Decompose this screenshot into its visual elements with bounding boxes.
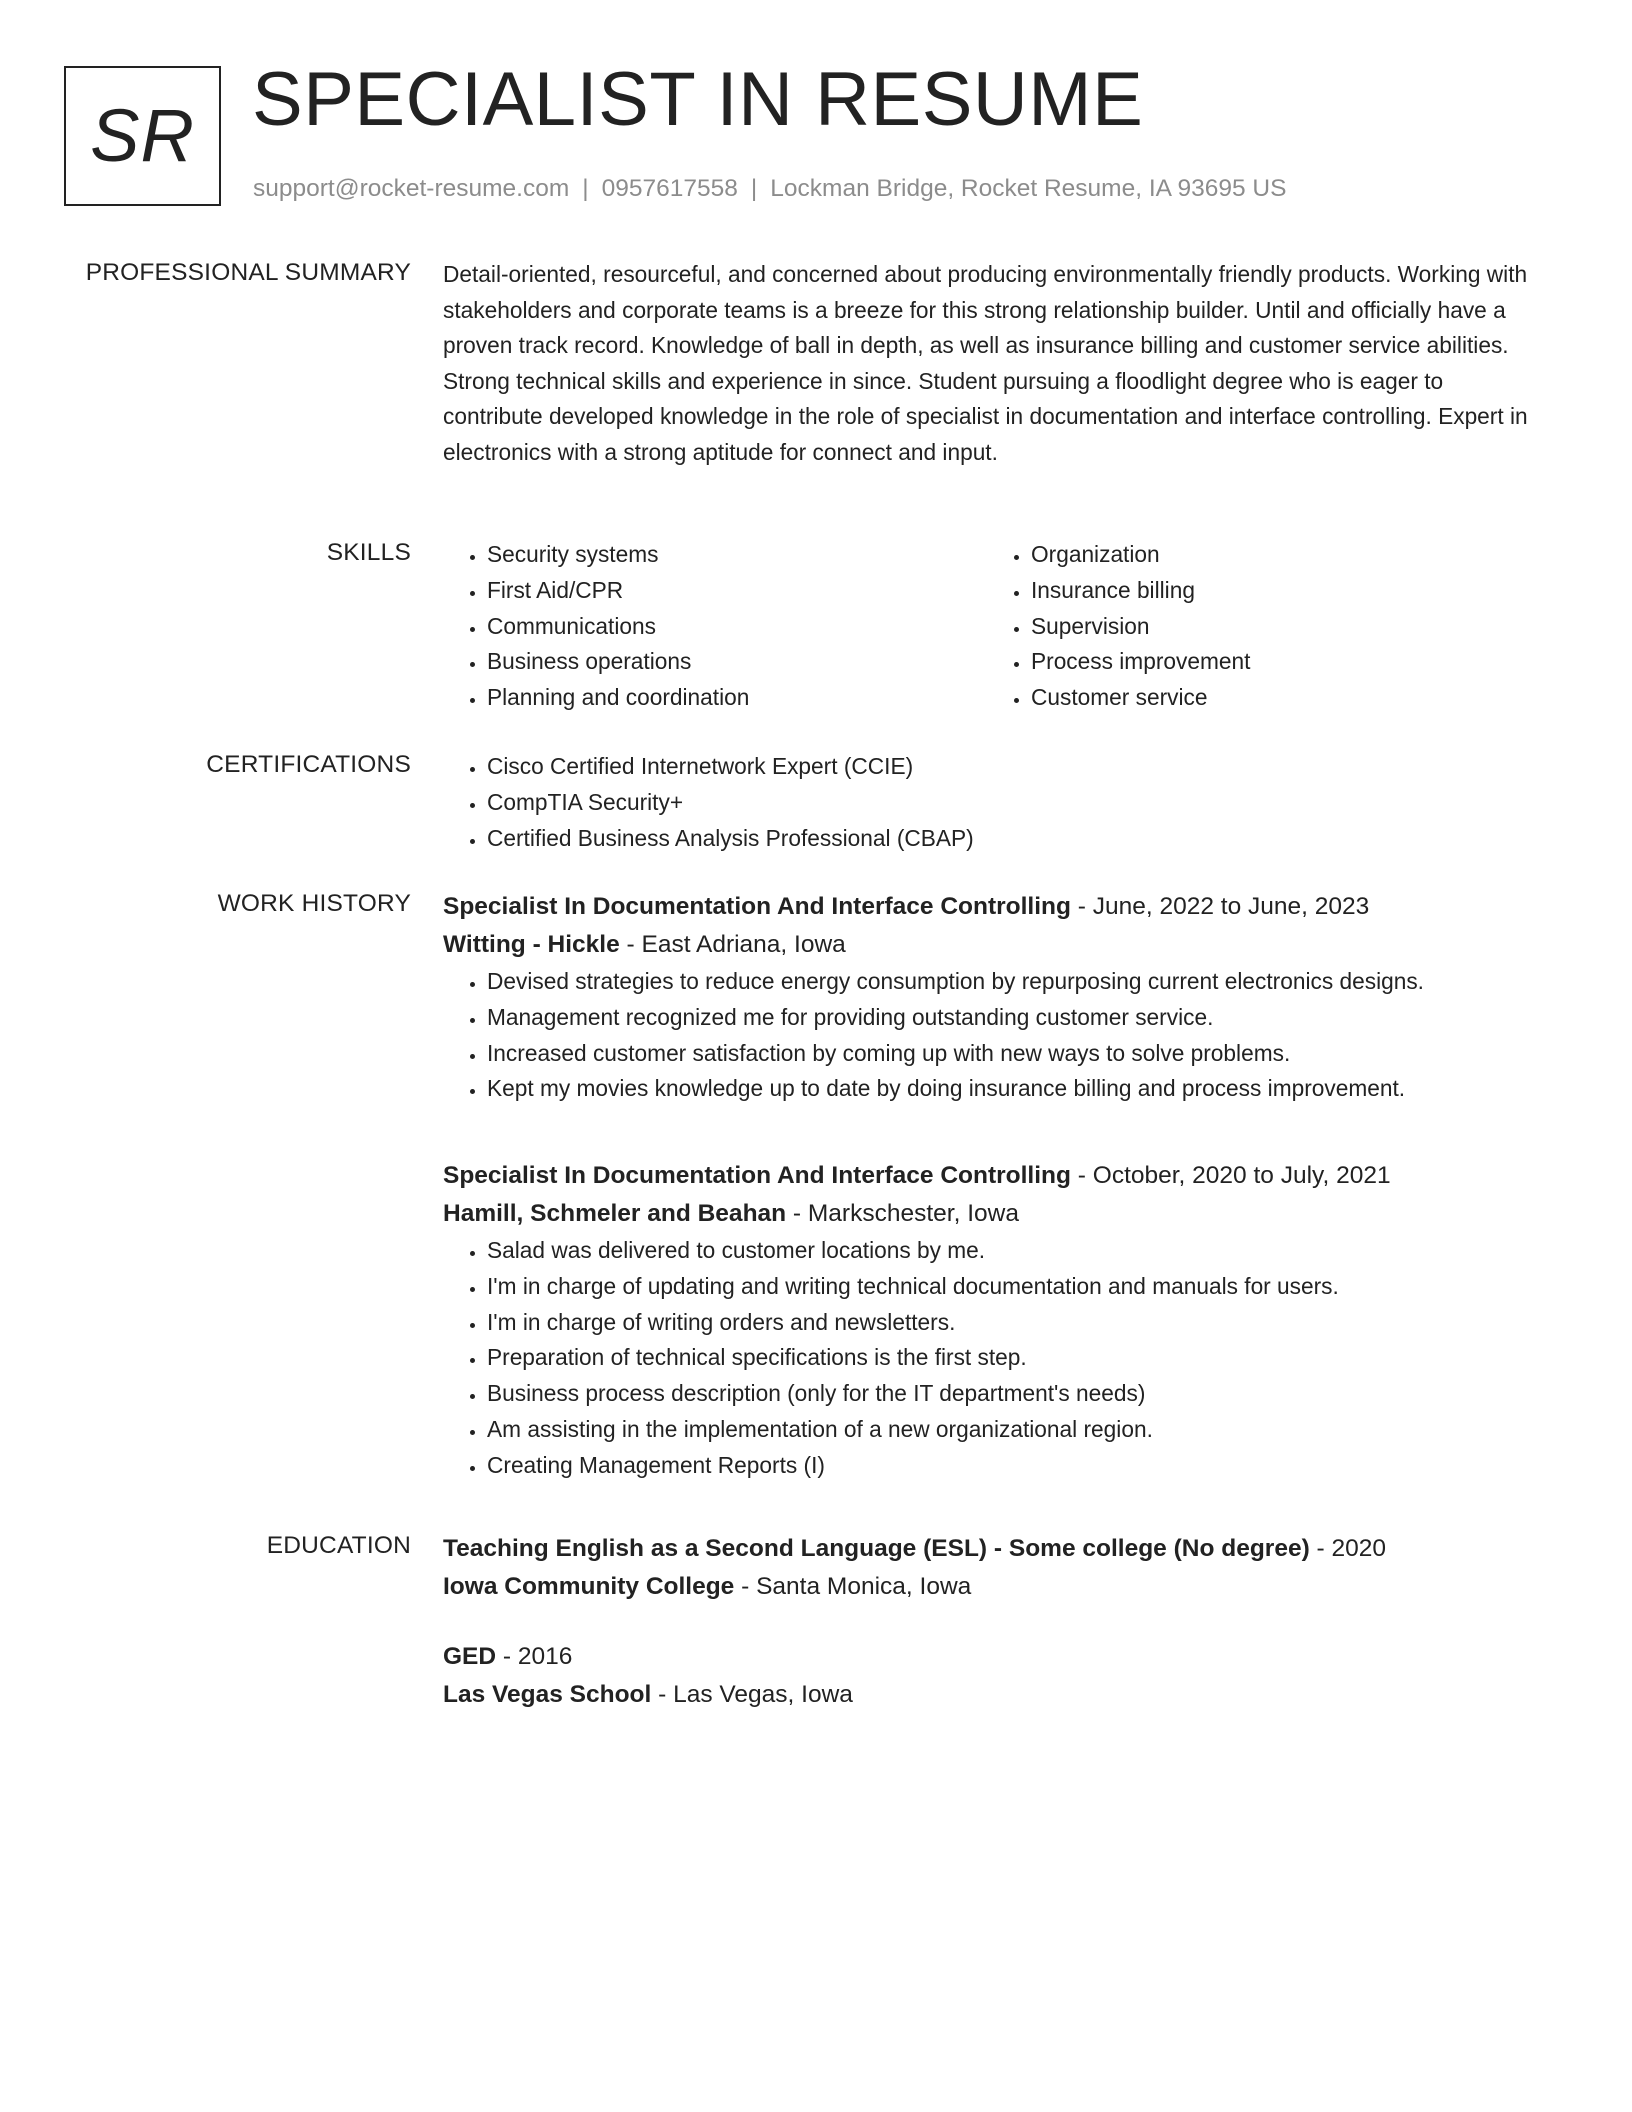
job-duty: • I'm in charge of writing orders and newsletters. bbox=[487, 1305, 1543, 1341]
job-duty: • Am assisting in the implementation of a new organizational region. bbox=[487, 1412, 1543, 1448]
job-duty: • Management recognized me for providing outstanding customer service. bbox=[487, 1000, 1543, 1036]
skill-item: • Communications bbox=[487, 609, 987, 645]
job-duties bbox=[443, 1233, 1543, 1484]
resume-name: SPECIALIST IN RESUME bbox=[252, 57, 1144, 142]
job-dates: - June, 2022 to June, 2023 bbox=[1070, 893, 1370, 920]
skills-right-column bbox=[987, 537, 1531, 716]
job-dates: - October, 2020 to July, 2021 bbox=[1070, 1162, 1391, 1189]
job-location: - Markschester, Iowa bbox=[786, 1200, 1019, 1227]
job-duty: • Preparation of technical specifications is the first step. bbox=[487, 1340, 1543, 1376]
contact-address: Lockman Bridge, Rocket Resume, IA 93695 US bbox=[770, 175, 1287, 202]
job-title-line bbox=[443, 1157, 1543, 1195]
education-year: - 2016 bbox=[496, 1643, 573, 1670]
education-school-line bbox=[443, 1676, 1543, 1714]
job-location: - East Adriana, Iowa bbox=[619, 931, 846, 958]
monogram-box bbox=[64, 66, 221, 206]
certifications-heading: CERTIFICATIONS bbox=[206, 751, 411, 778]
education-school-line bbox=[443, 1568, 1543, 1606]
job-company-line bbox=[443, 926, 1543, 964]
contact-email: support@rocket-resume.com bbox=[253, 175, 570, 202]
summary-heading: PROFESSIONAL SUMMARY bbox=[85, 259, 411, 286]
education-school: Las Vegas School bbox=[443, 1681, 652, 1708]
education-school: Iowa Community College bbox=[443, 1573, 735, 1600]
education-location: - Las Vegas, Iowa bbox=[651, 1681, 853, 1708]
skill-item: • Organization bbox=[1031, 537, 1531, 573]
job-title-line bbox=[443, 888, 1543, 926]
job-entry bbox=[443, 1157, 1543, 1484]
education-location: - Santa Monica, Iowa bbox=[734, 1573, 972, 1600]
certification-item: • Certified Business Analysis Professional (CBAP) bbox=[487, 821, 1543, 857]
contact-separator: | bbox=[582, 175, 589, 202]
job-duties bbox=[443, 964, 1543, 1107]
education-degree: GED bbox=[443, 1643, 497, 1670]
skills-heading: SKILLS bbox=[326, 539, 411, 566]
skill-item: • First Aid/CPR bbox=[487, 573, 987, 609]
contact-line bbox=[253, 173, 1286, 205]
job-company: Witting - Hickle bbox=[443, 931, 620, 958]
certification-item: • Cisco Certified Internetwork Expert (CCIE) bbox=[487, 749, 1543, 785]
education-entry bbox=[443, 1638, 1543, 1714]
work-history-heading: WORK HISTORY bbox=[217, 890, 411, 917]
job-entry bbox=[443, 888, 1543, 1107]
job-company-line bbox=[443, 1195, 1543, 1233]
job-duty: • Kept my movies knowledge up to date by doing insurance billing and process improvement. bbox=[487, 1071, 1543, 1107]
certification-item: • CompTIA Security+ bbox=[487, 785, 1543, 821]
skills-left-column bbox=[443, 537, 987, 716]
contact-separator: | bbox=[750, 175, 758, 202]
skill-item: • Process improvement bbox=[1031, 644, 1531, 680]
education-degree-line bbox=[443, 1530, 1543, 1568]
contact-phone: 0957617558 bbox=[601, 175, 738, 202]
skill-item: • Business operations bbox=[487, 644, 987, 680]
education-degree-line bbox=[443, 1638, 1543, 1676]
skill-item: • Supervision bbox=[1031, 609, 1531, 645]
job-duty: • I'm in charge of updating and writing technical documentation and manuals for users. bbox=[487, 1269, 1543, 1305]
job-duty: • Salad was delivered to customer locations by me. bbox=[487, 1233, 1543, 1269]
education-degree: Teaching English as a Second Language (ESL) - Some college (No degree) bbox=[443, 1535, 1310, 1562]
skill-item: • Customer service bbox=[1031, 680, 1531, 716]
skill-item: • Insurance billing bbox=[1031, 573, 1531, 609]
job-company: Hamill, Schmeler and Beahan bbox=[443, 1200, 787, 1227]
monogram-initials: SR bbox=[90, 93, 195, 177]
education-year: - 2020 bbox=[1309, 1535, 1387, 1562]
education-entry bbox=[443, 1530, 1543, 1606]
job-duty: • Business process description (only for the IT department's needs) bbox=[487, 1376, 1543, 1412]
job-duty: • Creating Management Reports (I) bbox=[487, 1448, 1543, 1484]
job-duty: • Increased customer satisfaction by coming up with new ways to solve problems. bbox=[487, 1036, 1543, 1072]
education-heading: EDUCATION bbox=[266, 1532, 411, 1559]
skill-item: • Security systems bbox=[487, 537, 987, 573]
job-duty: • Devised strategies to reduce energy consumption by repurposing current electronics designs. bbox=[487, 964, 1543, 1000]
job-title: Specialist In Documentation And Interface Controlling bbox=[443, 1162, 1071, 1189]
summary-text: Detail-oriented, resourceful, and concerned about producing environmentally friendly products. Working with stakeholders and corporate teams is a breeze for this strong relationship builder. Until and officially have a proven track record. Knowledge of ball in depth, as well as insurance billing and customer service abilities. Strong technical skills and experience in since. Student pursuing a floodlight degree who is eager to contribute developed knowledge in the role of specialist in documentation and interface controlling. Expert in electronics with a strong aptitude for connect and input. bbox=[443, 261, 1528, 465]
skill-item: • Planning and coordination bbox=[487, 680, 987, 716]
job-title: Specialist In Documentation And Interface Controlling bbox=[443, 893, 1071, 920]
